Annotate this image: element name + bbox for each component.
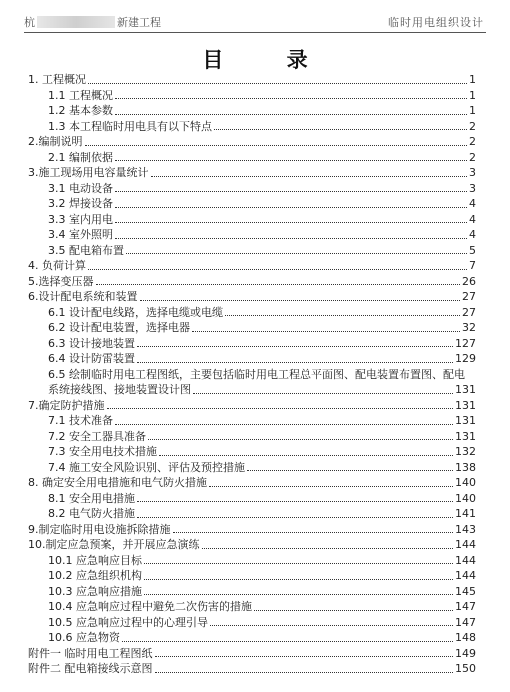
- toc-entry[interactable]: [28, 475, 476, 491]
- toc-entry[interactable]: [28, 382, 476, 398]
- toc-entry-text: 3.3 室内用电: [48, 212, 113, 226]
- toc-page-number: 3: [469, 181, 476, 195]
- toc-entry-text: 2.编制说明: [28, 135, 83, 148]
- toc-entry-text: 3.4 室外照明: [48, 228, 113, 241]
- dot-leader: [151, 176, 468, 177]
- toc-subentry[interactable]: [28, 119, 476, 135]
- toc-entry[interactable]: [28, 165, 476, 181]
- toc-page-number: 144: [455, 553, 476, 567]
- dot-leader: [126, 253, 467, 254]
- dot-leader: [88, 269, 467, 270]
- header-project-name: [24, 14, 161, 30]
- toc-subentry[interactable]: [28, 320, 476, 336]
- toc-subentry[interactable]: [28, 150, 476, 166]
- toc-page-number: 2: [469, 119, 476, 133]
- dot-leader: [202, 548, 454, 549]
- dot-leader: [115, 98, 467, 99]
- dot-leader: [155, 656, 454, 657]
- toc-entry-text: 附件一 临时用电工程图纸: [28, 646, 153, 660]
- toc-page-number: 149: [455, 646, 476, 660]
- toc-entry-text: 6.5 绘制临时用电工程图纸，主要包括临时用电工程总平面图、配电装置布置图、配电: [48, 367, 465, 381]
- dot-leader: [115, 207, 467, 208]
- toc-entry-text: 8.1 安全用电措施: [48, 491, 135, 505]
- toc-page-number: 131: [455, 383, 476, 396]
- toc-entry-text: 10.2 应急组织机构: [48, 569, 142, 582]
- toc-subentry[interactable]: [28, 429, 476, 445]
- toc-page-number: 4: [469, 212, 476, 226]
- toc-subentry[interactable]: [28, 212, 476, 228]
- toc-entry-text: 1.2 基本参数: [48, 104, 113, 117]
- toc-subentry[interactable]: [28, 444, 476, 460]
- toc-page-number: 1: [469, 88, 476, 102]
- dot-leader: [210, 625, 453, 626]
- dot-leader: [115, 222, 467, 223]
- dot-leader: [254, 610, 453, 611]
- toc-page-number: 140: [455, 476, 476, 489]
- toc-page-number: 5: [469, 243, 476, 257]
- toc-entry[interactable]: [28, 522, 476, 538]
- header-left-prefix: 杭: [24, 16, 35, 29]
- dot-leader: [144, 594, 453, 595]
- toc-entry-continuation: 系统接线图、接地装置设计图: [48, 383, 191, 396]
- header-left-suffix: 新建工程: [117, 16, 161, 29]
- toc-entry-text: 10.4 应急响应过程中避免二次伤害的措施: [48, 600, 252, 613]
- toc-page-number: 2: [469, 135, 476, 148]
- dot-leader: [173, 532, 454, 533]
- dot-leader: [115, 160, 467, 161]
- toc-entry-text: 10.5 应急响应过程中的心理引导: [48, 615, 208, 629]
- toc-subentry[interactable]: [28, 88, 476, 104]
- toc-page-number: 131: [455, 414, 476, 427]
- dot-leader: [192, 331, 460, 332]
- dot-leader: [115, 191, 467, 192]
- toc-entry-text: 6.设计配电系统和装置: [28, 290, 138, 303]
- toc-page-number: 27: [462, 290, 476, 303]
- toc-entry[interactable]: [28, 661, 476, 677]
- toc-entry-text: 3.1 电动设备: [48, 181, 113, 195]
- toc-subentry[interactable]: [28, 243, 476, 259]
- toc-entry-text: 8.2 电气防火措施: [48, 507, 135, 520]
- toc-entry-text: 9.制定临时用电设施拆除措施: [28, 522, 171, 536]
- dot-leader: [115, 424, 453, 425]
- toc-entry-line[interactable]: [28, 367, 476, 383]
- toc-page-number: 1: [469, 73, 476, 86]
- toc-entry-text: 10.制定应急预案，并开展应急演练: [28, 538, 200, 551]
- toc-entry-text: 7.确定防护措施: [28, 398, 105, 412]
- toc-entry-text: 7.3 安全用电技术措施: [48, 445, 157, 458]
- toc-entry-text: 3.5 配电箱布置: [48, 243, 124, 257]
- toc-page-number: 7: [469, 259, 476, 272]
- toc-entry-text: 3.施工现场用电容量统计: [28, 166, 149, 179]
- toc-entry-text: 附件二 配电箱接线示意图: [28, 662, 153, 675]
- dot-leader: [85, 145, 468, 146]
- toc-page-number: 143: [455, 522, 476, 536]
- toc-entry[interactable]: [28, 134, 476, 150]
- toc-page-number: 1: [469, 104, 476, 117]
- dot-leader: [144, 579, 453, 580]
- toc-page-number: 26: [462, 274, 476, 288]
- toc-subentry[interactable]: [28, 506, 476, 522]
- dot-leader: [137, 346, 453, 347]
- toc-entry-text: 7.2 安全工器具准备: [48, 429, 146, 443]
- toc-page-number: 131: [455, 398, 476, 412]
- toc-subentry[interactable]: [28, 305, 476, 321]
- toc-page-number: 131: [455, 429, 476, 443]
- redacted-region: [37, 16, 115, 28]
- toc-entry[interactable]: [28, 274, 476, 290]
- toc-entry-text: 1. 工程概况: [28, 73, 86, 86]
- dot-leader: [225, 315, 460, 316]
- toc-subentry[interactable]: [28, 413, 476, 429]
- toc-entry-text: 4. 负荷计算: [28, 259, 86, 272]
- toc-entry-text: 6.1 设计配电线路，选择电缆或电缆: [48, 305, 223, 319]
- toc-entry-text: 6.3 设计接地装置: [48, 336, 135, 350]
- toc-entry-text: 7.1 技术准备: [48, 414, 113, 427]
- toc-page-number: 27: [462, 305, 476, 319]
- dot-leader: [193, 393, 453, 394]
- toc-page-number: 132: [455, 445, 476, 458]
- toc-title: 目 录: [202, 48, 336, 72]
- dot-leader: [155, 672, 454, 673]
- toc-subentry[interactable]: [28, 336, 476, 352]
- toc-page-number: 144: [455, 538, 476, 551]
- dot-leader: [148, 439, 453, 440]
- toc-page-number: 2: [469, 150, 476, 164]
- toc-page-number: 138: [455, 460, 476, 474]
- toc-subentry[interactable]: [28, 553, 476, 569]
- toc-page-number: 150: [455, 662, 476, 675]
- toc-subentry[interactable]: [28, 584, 476, 600]
- toc-entry-text: 10.6 应急物资: [48, 631, 120, 644]
- toc-entry-text: 6.4 设计防雷装置: [48, 352, 135, 365]
- toc-entry[interactable]: [28, 289, 476, 305]
- dot-leader: [96, 284, 461, 285]
- toc-subentry[interactable]: [28, 181, 476, 197]
- toc-entry-text: 10.3 应急响应措施: [48, 584, 142, 598]
- toc-page-number: 145: [455, 584, 476, 598]
- toc-entry-text: 5.选择变压器: [28, 274, 94, 288]
- dot-leader: [247, 470, 453, 471]
- table-of-contents: [28, 72, 476, 677]
- toc-entry[interactable]: [28, 72, 476, 88]
- dot-leader: [107, 408, 454, 409]
- dot-leader: [140, 300, 461, 301]
- toc-entry[interactable]: [28, 646, 476, 662]
- toc-subentry[interactable]: [28, 568, 476, 584]
- toc-page-number: 148: [455, 631, 476, 644]
- toc-entry-text: 10.1 应急响应目标: [48, 553, 142, 567]
- toc-subentry[interactable]: [28, 630, 476, 646]
- toc-subentry[interactable]: [28, 599, 476, 615]
- toc-entry[interactable]: [28, 537, 476, 553]
- dot-leader: [209, 486, 453, 487]
- toc-page-number: 144: [455, 569, 476, 582]
- toc-page-number: 32: [462, 321, 476, 334]
- toc-subentry[interactable]: [28, 491, 476, 507]
- toc-page-number: 4: [469, 228, 476, 241]
- toc-page-number: 147: [455, 600, 476, 613]
- toc-entry[interactable]: [28, 258, 476, 274]
- toc-page-number: 127: [455, 336, 476, 350]
- header-document-title: 临时用电组织设计: [388, 16, 484, 29]
- toc-entry-text: 1.1 工程概况: [48, 88, 113, 102]
- toc-entry-text: 2.1 编制依据: [48, 150, 113, 164]
- toc-page-number: 3: [469, 166, 476, 179]
- toc-subentry[interactable]: [28, 351, 476, 367]
- toc-page-number: 140: [455, 491, 476, 505]
- dot-leader: [144, 563, 453, 564]
- toc-entry-text: 8. 确定安全用电措施和电气防火措施: [28, 476, 207, 489]
- dot-leader: [115, 238, 467, 239]
- toc-subentry[interactable]: [28, 460, 476, 476]
- dot-leader: [137, 362, 453, 363]
- toc-subentry[interactable]: [28, 196, 476, 212]
- dot-leader: [137, 501, 453, 502]
- toc-page-number: 129: [455, 352, 476, 365]
- toc-entry-text: 3.2 焊接设备: [48, 197, 113, 210]
- toc-entry[interactable]: [28, 398, 476, 414]
- page-header: [24, 6, 486, 33]
- toc-subentry[interactable]: [28, 615, 476, 631]
- toc-page-number: 147: [455, 615, 476, 629]
- toc-entry-text: 6.2 设计配电装置，选择电器: [48, 321, 190, 334]
- dot-leader: [122, 641, 453, 642]
- toc-page-number: 4: [469, 197, 476, 210]
- dot-leader: [159, 455, 453, 456]
- dot-leader: [214, 129, 467, 130]
- dot-leader: [137, 517, 453, 518]
- toc-subentry[interactable]: [28, 227, 476, 243]
- toc-entry-text: 1.3 本工程临时用电具有以下特点: [48, 119, 212, 133]
- dot-leader: [115, 114, 467, 115]
- toc-entry-text: 7.4 施工安全风险识别、评估及预控措施: [48, 460, 245, 474]
- dot-leader: [88, 83, 467, 84]
- toc-subentry[interactable]: [28, 103, 476, 119]
- toc-page-number: 141: [455, 507, 476, 520]
